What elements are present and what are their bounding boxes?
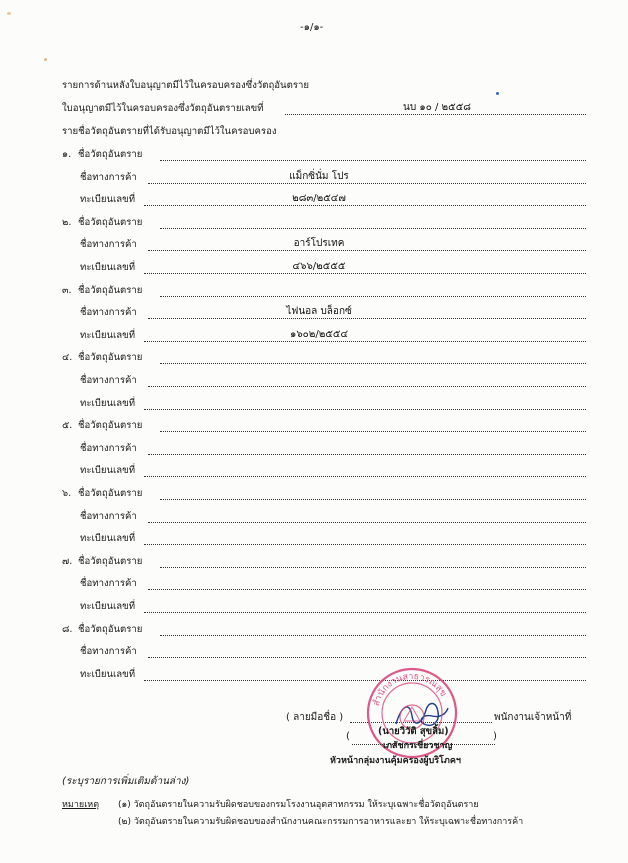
trade-name-line	[148, 657, 586, 658]
hazard-name-label: ชื่อวัตถุอันตราย	[78, 623, 143, 635]
item-number: ๓.	[62, 284, 72, 296]
item-number: ๒.	[62, 216, 72, 228]
hazard-name-label: ชื่อวัตถุอันตราย	[78, 216, 143, 228]
hazard-name-label: ชื่อวัตถุอันตราย	[78, 149, 143, 160]
registration-label: ทะเบียนเลขที่	[80, 397, 136, 409]
registration-line	[144, 544, 586, 545]
scan-speck	[496, 92, 499, 95]
list-heading: รายชื่อวัตถุอันตรายที่ได้รับอนุญาตมีไว้ในครอบครอง	[62, 126, 277, 137]
hazard-name-label: ชื่อวัตถุอันตราย	[78, 352, 143, 364]
page-number: -๑/๑-	[300, 22, 324, 33]
hazard-name-label: ชื่อวัตถุอันตราย	[78, 555, 143, 567]
item-number: ๕.	[62, 420, 73, 432]
trade-name-line	[148, 386, 586, 387]
signature-label: ( ลายมือชื่อ )	[286, 712, 344, 723]
hazard-name-label: ชื่อวัตถุอันตราย	[78, 284, 143, 296]
close-paren: )	[493, 731, 497, 742]
remark-1: (๑) วัตถุอันตรายในความรับผิดชอบของกรมโรงงานอุตสาหกรรม ให้ระบุเฉพาะชื่อวัตถุอันตราย	[118, 800, 479, 810]
registration-label: ทะเบียนเลขที่	[80, 601, 136, 612]
trade-name-label: ชื่อทางการค้า	[80, 646, 137, 658]
trade-name-value: ไฟนอล บล็อกซ์	[286, 306, 352, 318]
item-number: ๗.	[62, 555, 73, 567]
trade-name-line	[148, 250, 586, 251]
hazard-name-label: ชื่อวัตถุอันตราย	[78, 488, 143, 499]
trade-name-line	[148, 454, 586, 455]
registration-line	[144, 476, 586, 477]
trade-name-line	[148, 589, 586, 590]
hazard-name-line	[160, 431, 586, 432]
hazard-name-line	[160, 160, 586, 161]
trade-name-label: ชื่อทางการค้า	[80, 239, 137, 251]
additional-items-note: (ระบุรายการเพิ่มเติมด้านล่าง)	[62, 776, 190, 787]
document-title: รายการด้านหลังใบอนุญาตมีไว้ในครอบครองซึ่งวัตถุอันตราย	[62, 80, 310, 91]
registration-label: ทะเบียนเลขที่	[80, 465, 136, 477]
trade-name-line	[148, 183, 586, 184]
registration-line	[144, 273, 586, 274]
license-number-value: นบ ๑๐ / ๒๕๕๘	[403, 102, 471, 113]
trade-name-label: ชื่อทางการค้า	[80, 375, 137, 386]
registration-label: ทะเบียนเลขที่	[80, 262, 136, 273]
scan-speck	[44, 58, 47, 61]
trade-name-label: ชื่อทางการค้า	[80, 510, 137, 522]
registration-line	[144, 612, 586, 613]
trade-name-label: ชื่อทางการค้า	[80, 307, 137, 319]
trade-name-label: ชื่อทางการค้า	[80, 578, 137, 590]
signer-title: เภสัชกรเชี่ยวชาญ	[383, 741, 453, 751]
registration-line	[144, 205, 586, 206]
trade-name-value: อาร์โปรเทค	[293, 238, 345, 250]
item-number: ๘.	[62, 623, 73, 635]
registration-line	[144, 341, 586, 342]
trade-name-line	[148, 522, 586, 523]
scan-speck	[7, 12, 11, 15]
hazard-name-line	[160, 499, 586, 500]
remark-2: (๒) วัตถุอันตรายในความรับผิดชอบของสำนักงานคณะกรรมการอาหารและยา ให้ระบุเฉพาะชื่อทางการค้า	[118, 817, 524, 827]
registration-label: ทะเบียนเลขที่	[80, 533, 136, 545]
open-paren: (	[346, 731, 350, 742]
officer-role: พนักงานเจ้าหน้าที่	[494, 712, 572, 723]
trade-name-line	[148, 318, 586, 319]
registration-label: ทะเบียนเลขที่	[80, 329, 136, 341]
registration-line	[144, 409, 586, 410]
hazard-name-label: ชื่อวัตถุอันตราย	[78, 420, 143, 432]
hazard-name-line	[160, 635, 586, 636]
trade-name-value: แม็กซิ่นั่ม โปร	[289, 170, 349, 182]
signer-department: หัวหน้ากลุ่มงานคุ้มครองผู้บริโภคฯ	[330, 756, 461, 766]
item-number: ๔.	[62, 352, 73, 364]
seal-text: สำนักงานสาธารณสุข	[371, 671, 449, 708]
item-number: ๖.	[62, 488, 72, 499]
registration-label: ทะเบียนเลขที่	[80, 194, 136, 206]
item-number: ๑.	[62, 149, 72, 160]
hazard-name-line	[160, 296, 586, 297]
hazard-name-line	[160, 567, 586, 568]
registration-label: ทะเบียนเลขที่	[80, 668, 136, 680]
registration-value: ๒๘๓/๒๕๔๗	[292, 193, 346, 205]
hazard-name-line	[160, 228, 586, 229]
remarks-label: หมายเหตุ	[62, 800, 100, 810]
trade-name-label: ชื่อทางการค้า	[80, 171, 137, 183]
trade-name-label: ชื่อทางการค้า	[80, 442, 137, 454]
license-number-label: ใบอนุญาตมีไว้ในครอบครองซึ่งวัตถุอันตรายเลขที่	[62, 103, 264, 114]
registration-value: ๔๖๖/๒๕๕๕	[292, 261, 346, 272]
hazard-name-line	[160, 363, 586, 364]
registration-value: ๑๖๐๒/๒๕๕๔	[289, 328, 349, 340]
signer-name: (นายวิวัติ สุขลิ้ม)	[378, 726, 449, 737]
